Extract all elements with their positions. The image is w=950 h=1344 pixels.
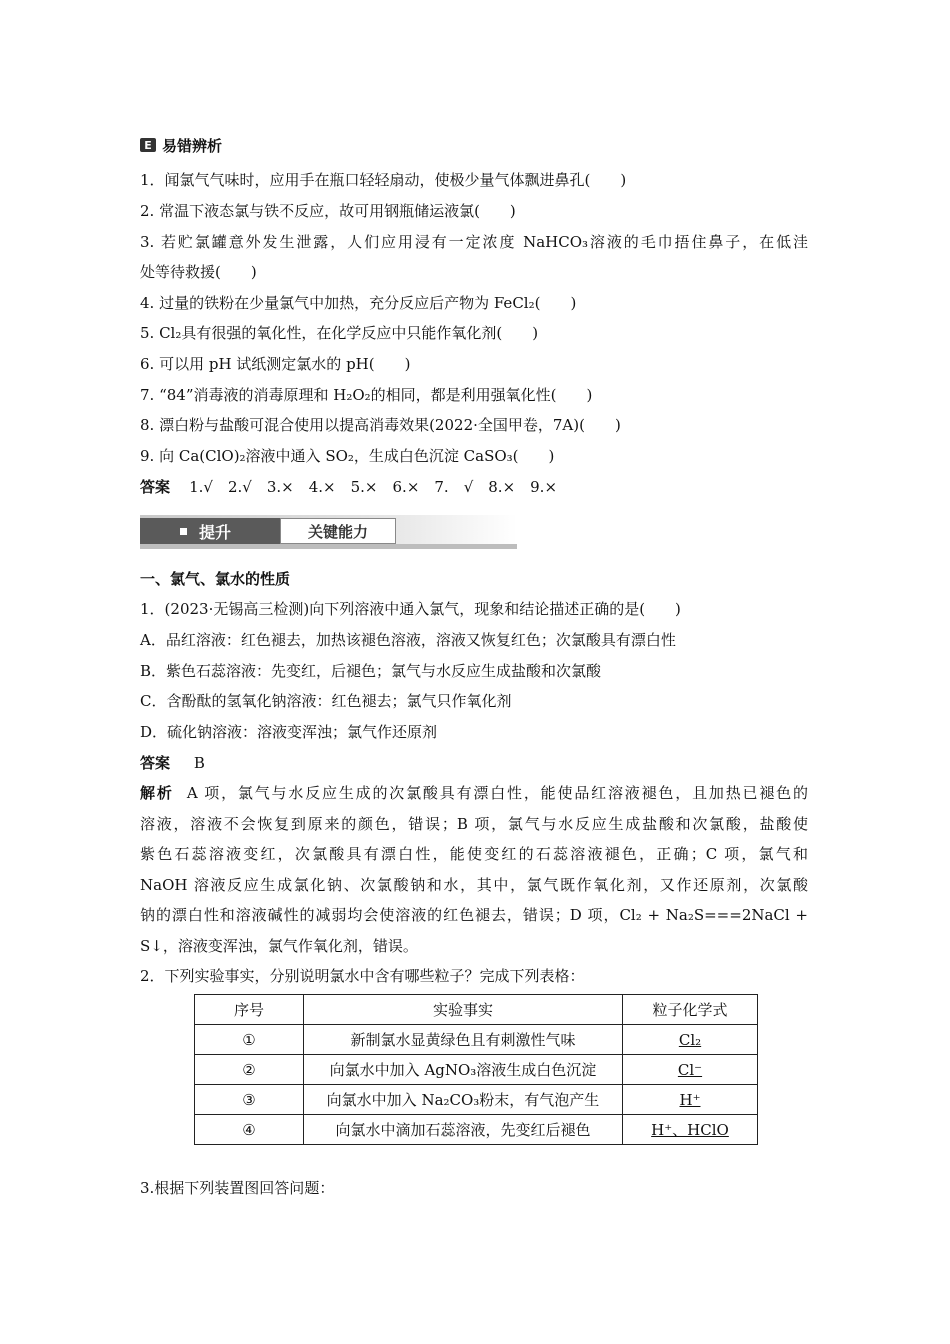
banner-dark [140, 518, 280, 544]
q1-option-d: D．硫化钠溶液：溶液变浑浊；氯气作还原剂 [140, 723, 438, 741]
table-cell: ④ [195, 1115, 304, 1145]
section-title: 易错辨析 [162, 136, 223, 155]
heading-1: 一、氯气、氯水的性质 [140, 570, 291, 588]
item-7: 7. “84”消毒液的消毒原理和 H₂O₂的相同，都是利用强氧化性( ) [140, 386, 593, 404]
q1-answer: B [193, 754, 205, 772]
table-cell: 向氯水中滴加石蕊溶液，先变红后褪色 [304, 1115, 623, 1145]
table-row [195, 1085, 758, 1115]
table-row [195, 1025, 758, 1055]
item-9: 9. 向 Ca(ClO)₂溶液中通入 SO₂，生成白色沉淀 CaSO₃( ) [140, 447, 555, 465]
table-cell: 向氯水中加入 Na₂CO₃粉末，有气泡产生 [304, 1085, 623, 1115]
q1-option-b: B．紫色石蕊溶液：先变红，后褪色；氯气与水反应生成盐酸和次氯酸 [140, 662, 602, 680]
q1-option-a: A．品红溶液：红色褪去，加热该褪色溶液，溶液又恢复红色；次氯酸具有漂白性 [140, 631, 676, 649]
banner-light-label: 关键能力 [280, 518, 396, 544]
item-3-cont: 处等待救援( ) [140, 263, 257, 281]
item-8: 8. 漂白粉与盐酸可混合使用以提高消毒效果(2022·全国甲卷，7A)( ) [140, 416, 621, 434]
square-bullet-icon [180, 528, 187, 535]
item-5: 5. Cl₂具有很强的氧化性，在化学反应中只能作氧化剂( ) [140, 324, 539, 342]
table-cell: Cl⁻ [623, 1055, 758, 1085]
q1-analysis-line-1: 解析 A 项，氯气与水反应生成的次氯酸具有漂白性，能使品红溶液褪色，且加热已褪色的 [140, 784, 808, 802]
q1-analysis-line-2: 溶液，溶液不会恢复到原来的颜色，错误；B 项，氯气与水反应生成盐酸和次氯酸，盐酸使 [140, 815, 808, 833]
table-cell: 向氯水中加入 AgNO₃溶液生成白色沉淀 [304, 1055, 623, 1085]
answers-text: 1.√ 2.√ 3.× 4.× 5.× 6.× 7. √ 8.× 9.× [189, 478, 558, 496]
q1-analysis-line-5: 钠的漂白性和溶液碱性的减弱均会使溶液的红色褪去，错误；D 项，Cl₂ + Na₂S===2NaCl + [140, 906, 808, 924]
particles-table [194, 994, 758, 1145]
item-2: 2. 常温下液态氯与铁不反应，故可用钢瓶储运液氯( ) [140, 202, 516, 220]
q1-analysis-line-6: S↓，溶液变浑浊，氯气作氧化剂，错误。 [140, 937, 418, 955]
table-row [195, 1055, 758, 1085]
table-cell: Cl₂ [623, 1025, 758, 1055]
table-cell: H⁺ [623, 1085, 758, 1115]
q1-analysis-line-4: NaOH 溶液反应生成氯化钠、次氯酸钠和水，其中，氯气既作氧化剂，又作还原剂，次氯酸 [140, 876, 808, 894]
answers-line [140, 477, 557, 497]
table-header: 实验事实 [304, 995, 623, 1025]
item-4: 4. 过量的铁粉在少量氯气中加热，充分反应后产物为 FeCl₂( ) [140, 294, 577, 312]
item-1: 1．闻氯气气味时，应用手在瓶口轻轻扇动，使极少量气体飘进鼻孔( ) [140, 171, 627, 189]
q1-answer-line [140, 753, 205, 773]
q1-analysis-line-3: 紫色石蕊溶液变红，次氯酸具有漂白性，能使变红的石蕊溶液褪色，正确；C 项，氯气和 [140, 845, 808, 863]
q1-stem: 1．(2023·无锡高三检测)向下列溶液中通入氯气，现象和结论描述正确的是( ) [140, 600, 681, 618]
q1-option-c: C．含酚酞的氢氧化钠溶液：红色褪去；氯气只作氧化剂 [140, 692, 512, 710]
q2-stem: 2．下列实验事实，分别说明氯水中含有哪些粒子？完成下列表格： [140, 967, 585, 985]
q1-analysis-label: 解析 [140, 784, 174, 802]
item-3: 3. 若贮氯罐意外发生泄露，人们应用浸有一定浓度 NaHCO₃溶液的毛巾捂住鼻子，在低洼 [140, 233, 808, 251]
table-cell: 新制氯水显黄绿色且有刺激性气味 [304, 1025, 623, 1055]
q1-answer-label: 答案 [140, 754, 171, 772]
q3-stem: 3.根据下列装置图回答问题： [140, 1179, 335, 1197]
item-6: 6. 可以用 pH 试纸测定氯水的 pH( ) [140, 355, 411, 373]
table-header: 序号 [195, 995, 304, 1025]
table-header: 粒子化学式 [623, 995, 758, 1025]
table-cell: ③ [195, 1085, 304, 1115]
answer-label: 答案 [140, 478, 171, 496]
banner-dark-label: 提升 [199, 522, 232, 542]
section-header [140, 135, 222, 155]
error-analysis-icon: E [140, 138, 156, 152]
table-row [195, 1115, 758, 1145]
table-cell: ② [195, 1055, 304, 1085]
table-header-row [195, 995, 758, 1025]
table-cell: H⁺、HClO [623, 1115, 758, 1145]
table-cell: ① [195, 1025, 304, 1055]
section-banner [140, 515, 517, 549]
